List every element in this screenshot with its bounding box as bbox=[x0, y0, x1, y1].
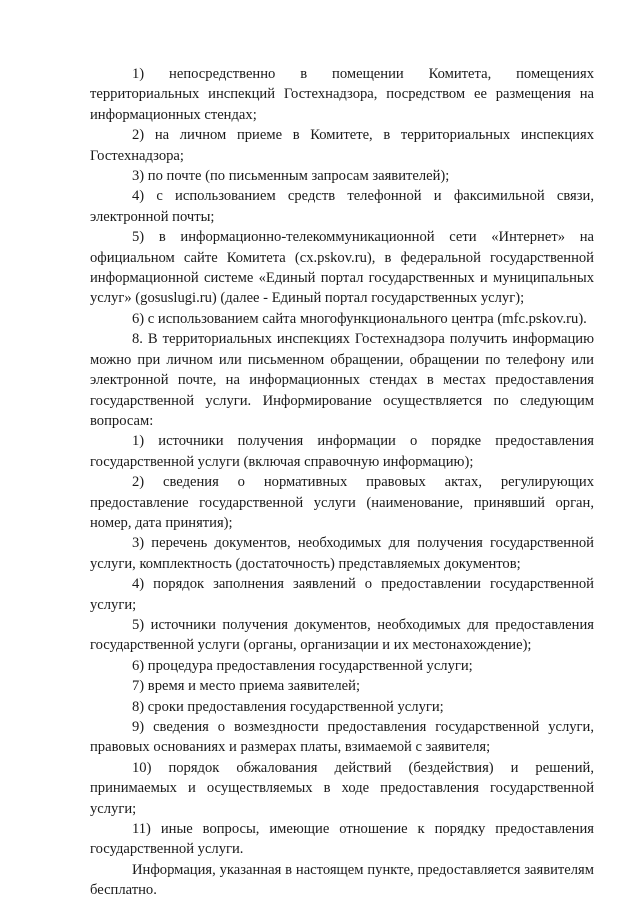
paragraph-section-8: 8. В территориальных инспекциях Гостехнадзора получить информацию можно при личном или письменном обращении, обращении по телефону или электронной почте, на информационных стендах в местах предоставления государственной услуги. Информирование осуществляется по следующим вопросам: bbox=[90, 331, 594, 429]
paragraph-topic-4: 4) порядок заполнения заявлений о предоставлении государственной услуги; bbox=[90, 576, 594, 613]
paragraph-list-item-1: 1) непосредственно в помещении Комитета, помещениях территориальных инспекций Гостехнадзора, посредством ее размещения на информационных стендах; bbox=[90, 66, 594, 123]
paragraph-list-item-6: 6) с использованием сайта многофункционального центра (mfc.pskov.ru). bbox=[132, 310, 587, 327]
paragraph-list-item-4: 4) с использованием средств телефонной и факсимильной связи, электронной почты; bbox=[90, 188, 594, 225]
document-page bbox=[90, 64, 594, 901]
paragraph-topic-5: 5) источники получения документов, необходимых для предоставления государственной услуги (органы, организации и их местонахождение); bbox=[90, 616, 594, 654]
paragraph-topic-8: 8) сроки предоставления государственной услуги; bbox=[132, 698, 444, 715]
paragraph-list-item-5: 5) в информационно-телекоммуникационной сети «Интернет» на официальном сайте Комитета (cx.pskov.ru), в федеральной государственной информационной системе «Единый портал государственных и муниципальных услуг» (gosuslugi.ru) (далее - Единый портал государственных услуг); bbox=[90, 229, 594, 307]
paragraph-topic-2: 2) сведения о нормативных правовых актах, регулирующих предоставление государственной услуги (наименование, принявший орган, номер, дата принятия); bbox=[90, 474, 594, 531]
paragraph-topic-7: 7) время и место приема заявителей; bbox=[132, 678, 360, 695]
paragraph-closing: Информация, указанная в настоящем пункте, предоставляется заявителям бесплатно. bbox=[90, 861, 594, 899]
paragraph-topic-9: 9) сведения о возмездности предоставления государственной услуги, правовых основаниях и размерах платы, взимаемой с заявителя; bbox=[90, 719, 594, 756]
paragraph-list-item-2: 2) на личном приеме в Комитете, в территориальных инспекциях Гостехнадзора; bbox=[90, 127, 594, 164]
paragraph-topic-6: 6) процедура предоставления государственной услуги; bbox=[132, 657, 473, 674]
paragraph-topic-11: 11) иные вопросы, имеющие отношение к порядку предоставления государственной услуги. bbox=[90, 821, 594, 858]
paragraph-topic-3: 3) перечень документов, необходимых для получения государственной услуги, комплектность (достаточность) представляемых документов; bbox=[90, 535, 594, 572]
paragraph-topic-10: 10) порядок обжалования действий (бездействия) и решений, принимаемых и осуществляемых в ходе предоставления государственной услуги; bbox=[90, 759, 594, 817]
paragraph-topic-1: 1) источники получения информации о порядке предоставления государственной услуги (включая справочную информацию); bbox=[90, 433, 594, 470]
paragraph-list-item-3: 3) по почте (по письменным запросам заявителей); bbox=[132, 168, 450, 185]
